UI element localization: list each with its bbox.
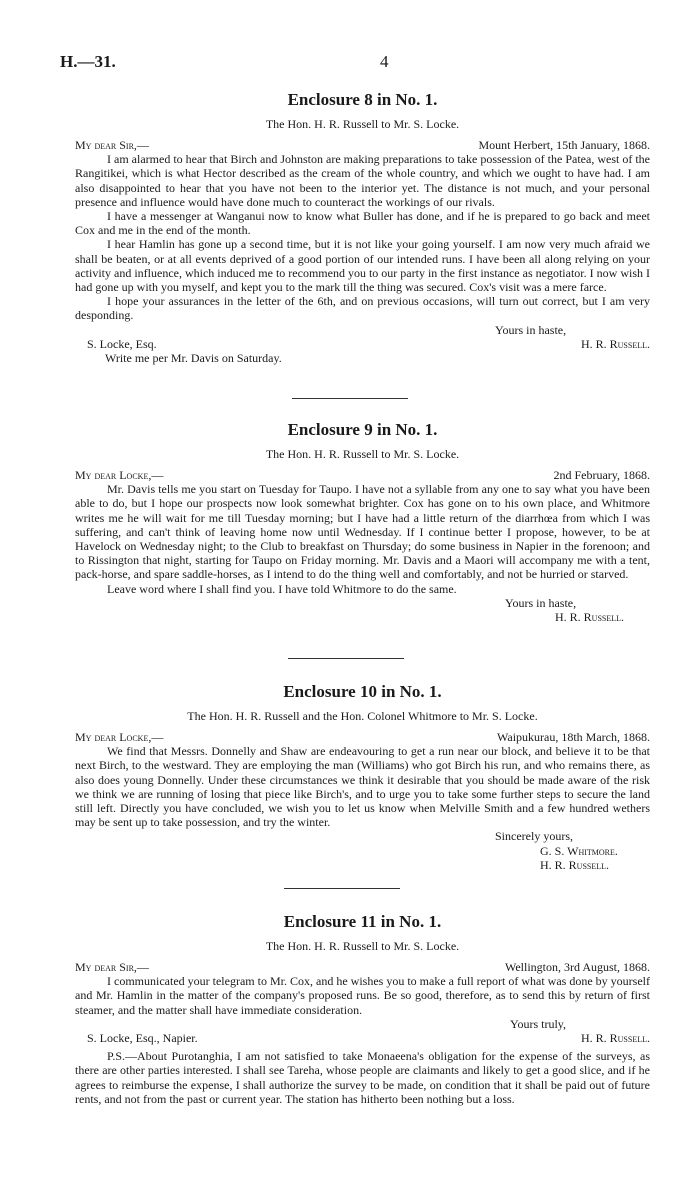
letter-paragraph: Leave word where I shall find you. I have told Whitmore to do the same. (107, 581, 457, 596)
postscript: P.S.—About Purotanghia, I am not satisfied to take Monaeena's obligation for the expense of the surveys, as there are other parties interested. I shall see Tareha, whose people are claimants and likely to get a good slice, and if he agrees to reimburse the expense, I shall authorize the survey to be made, on condition that it shall be paid out of future rents, and not from the past or current year. The station has hitherto been nothing but a loss. (75, 1049, 650, 1106)
place-date: Wellington, 3rd August, 1868. (504, 960, 650, 974)
letter-paragraph: We find that Messrs. Donnelly and Shaw are endeavouring to get a run near our block, and believe it to be that next Birch, to the westward. They are employing the man (Williams) who got Birch his run, and who remains there, as also does young Donnelly. Under these circumstances we think it desirable that you should be made aware of the risk we think we are running of losing that piece like Birch's, and to urge you to take some further steps to secure the land still left. Directly you have concluded, we wish you to let us know when Melville Smith and a few hundred wethers may be sent up to take possession, and try the winter. (75, 744, 650, 830)
salutation-row (75, 468, 650, 482)
signature: G. S. Whitmore. (540, 843, 618, 858)
section-divider (288, 658, 404, 659)
addressee-signature-row (75, 1031, 650, 1045)
closing: Yours truly, (510, 1016, 567, 1031)
enclosure-11 (75, 912, 650, 1106)
salutation: My dear Sir,— (75, 960, 149, 974)
place-date: 2nd February, 1868. (553, 468, 650, 482)
enclosure-subtitle: The Hon. H. R. Russell and the Hon. Colonel Whitmore to Mr. S. Locke. (187, 709, 538, 723)
closing: Yours in haste, (495, 322, 567, 337)
signature: H. R. Russell. (555, 610, 625, 625)
signature: H. R. Russell. (540, 857, 610, 872)
section-divider (284, 888, 400, 889)
letter-paragraph: Mr. Davis tells me you start on Tuesday for Taupo. I have not a syllable from any one to say what you have been able to do, but I hope our prospects now look somewhat brighter. Cox has gone on to his own place, and Whitmore writes me he will wait for me till Tuesday morning; but I have had a little return of the diarrhœa from which I was suffering, and can't think of leaving home now until Wednesday. If I continue better I propose, however, to be at Havelock on Wednesday night; to the Club to breakfast on Thursday; do some business in Napier in the forenoon; and to Rissington that night, starting for Taupo on Friday morning. Mr. Davis and a Maori will accompany me with a tent, pack-horse, and spare saddle-horses, as I intend to do the thing well and comfortably, and not be hurried or starved. (75, 482, 650, 582)
salutation-row (75, 960, 650, 974)
enclosure-title: Enclosure 10 in No. 1. (283, 682, 442, 701)
letter-paragraph: I hope your assurances in the letter of the 6th, and on previous occasions, will turn out correct, but I am very desponding. (75, 294, 650, 323)
signature-block (75, 844, 650, 872)
addressee: S. Locke, Esq. (87, 336, 157, 351)
salutation-row (75, 730, 650, 744)
signature-block (75, 610, 650, 624)
section-divider (292, 398, 408, 399)
letter-paragraph: I communicated your telegram to Mr. Cox, and he wishes you to make a full report of what was done by yourself and Mr. Hamlin in the matter of the company's proposed runs. Be so good, therefore, as to send this by return of first steamer, and the matter shall have immediate consideration. (75, 974, 650, 1017)
document-reference: H.—31. (60, 52, 116, 71)
salutation: My dear Locke,— (75, 468, 164, 482)
place-date: Waipukurau, 18th March, 1868. (497, 730, 650, 744)
letter-paragraph: I hear Hamlin has gone up a second time, but it is not like your going yourself. I am now very much afraid we shall be beaten, or at all events deprived of a good portion of our intended runs. I have been all along relying on your activity and influence, which induced me to recommend you to our party in the first instance as negotiator. I now wish I had gone up with you myself, and kept you to the mark till the thing was secured. Cox's visit was a mere farce. (75, 237, 650, 295)
enclosure-10 (75, 682, 650, 872)
salutation: My dear Sir,— (75, 138, 149, 152)
enclosure-title: Enclosure 11 in No. 1. (283, 912, 442, 931)
page-number: 4 (380, 52, 389, 71)
letter-paragraph: I am alarmed to hear that Birch and Johnston are making preparations to take possession of the Patea, west of the Rangitikei, which is what Hector described as the cream of the whole country, and which we ought to have had. I am also disappointed to hear that you have not been to the interior yet. The distance is not much, and your personal presence and influence would have done much to counteract the workings of our rivals. (75, 152, 650, 209)
letter-paragraph: I have a messenger at Wanganui now to know what Buller has done, and if he is prepared to go back and meet Cox and me in the end of the month. (75, 209, 650, 238)
enclosure-title: Enclosure 9 in No. 1. (287, 420, 438, 439)
salutation-row (75, 138, 650, 152)
enclosure-title: Enclosure 8 in No. 1. (287, 90, 438, 109)
enclosure-subtitle: The Hon. H. R. Russell to Mr. S. Locke. (265, 447, 460, 461)
addressee: S. Locke, Esq., Napier. (87, 1031, 198, 1046)
place-date: Mount Herbert, 15th January, 1868. (478, 138, 650, 152)
postscript: Write me per Mr. Davis on Saturday. (105, 351, 282, 366)
enclosure-subtitle: The Hon. H. R. Russell to Mr. S. Locke. (265, 117, 460, 131)
signature: H. R. Russell. (580, 336, 650, 351)
enclosure-9 (75, 420, 650, 624)
addressee-signature-row (75, 337, 650, 351)
closing: Yours in haste, (505, 595, 577, 610)
enclosure-subtitle: The Hon. H. R. Russell to Mr. S. Locke. (265, 939, 460, 953)
closing: Sincerely yours, (495, 829, 573, 844)
signature: H. R. Russell. (580, 1031, 650, 1046)
salutation: My dear Locke,— (75, 730, 164, 744)
enclosure-8 (75, 90, 650, 365)
